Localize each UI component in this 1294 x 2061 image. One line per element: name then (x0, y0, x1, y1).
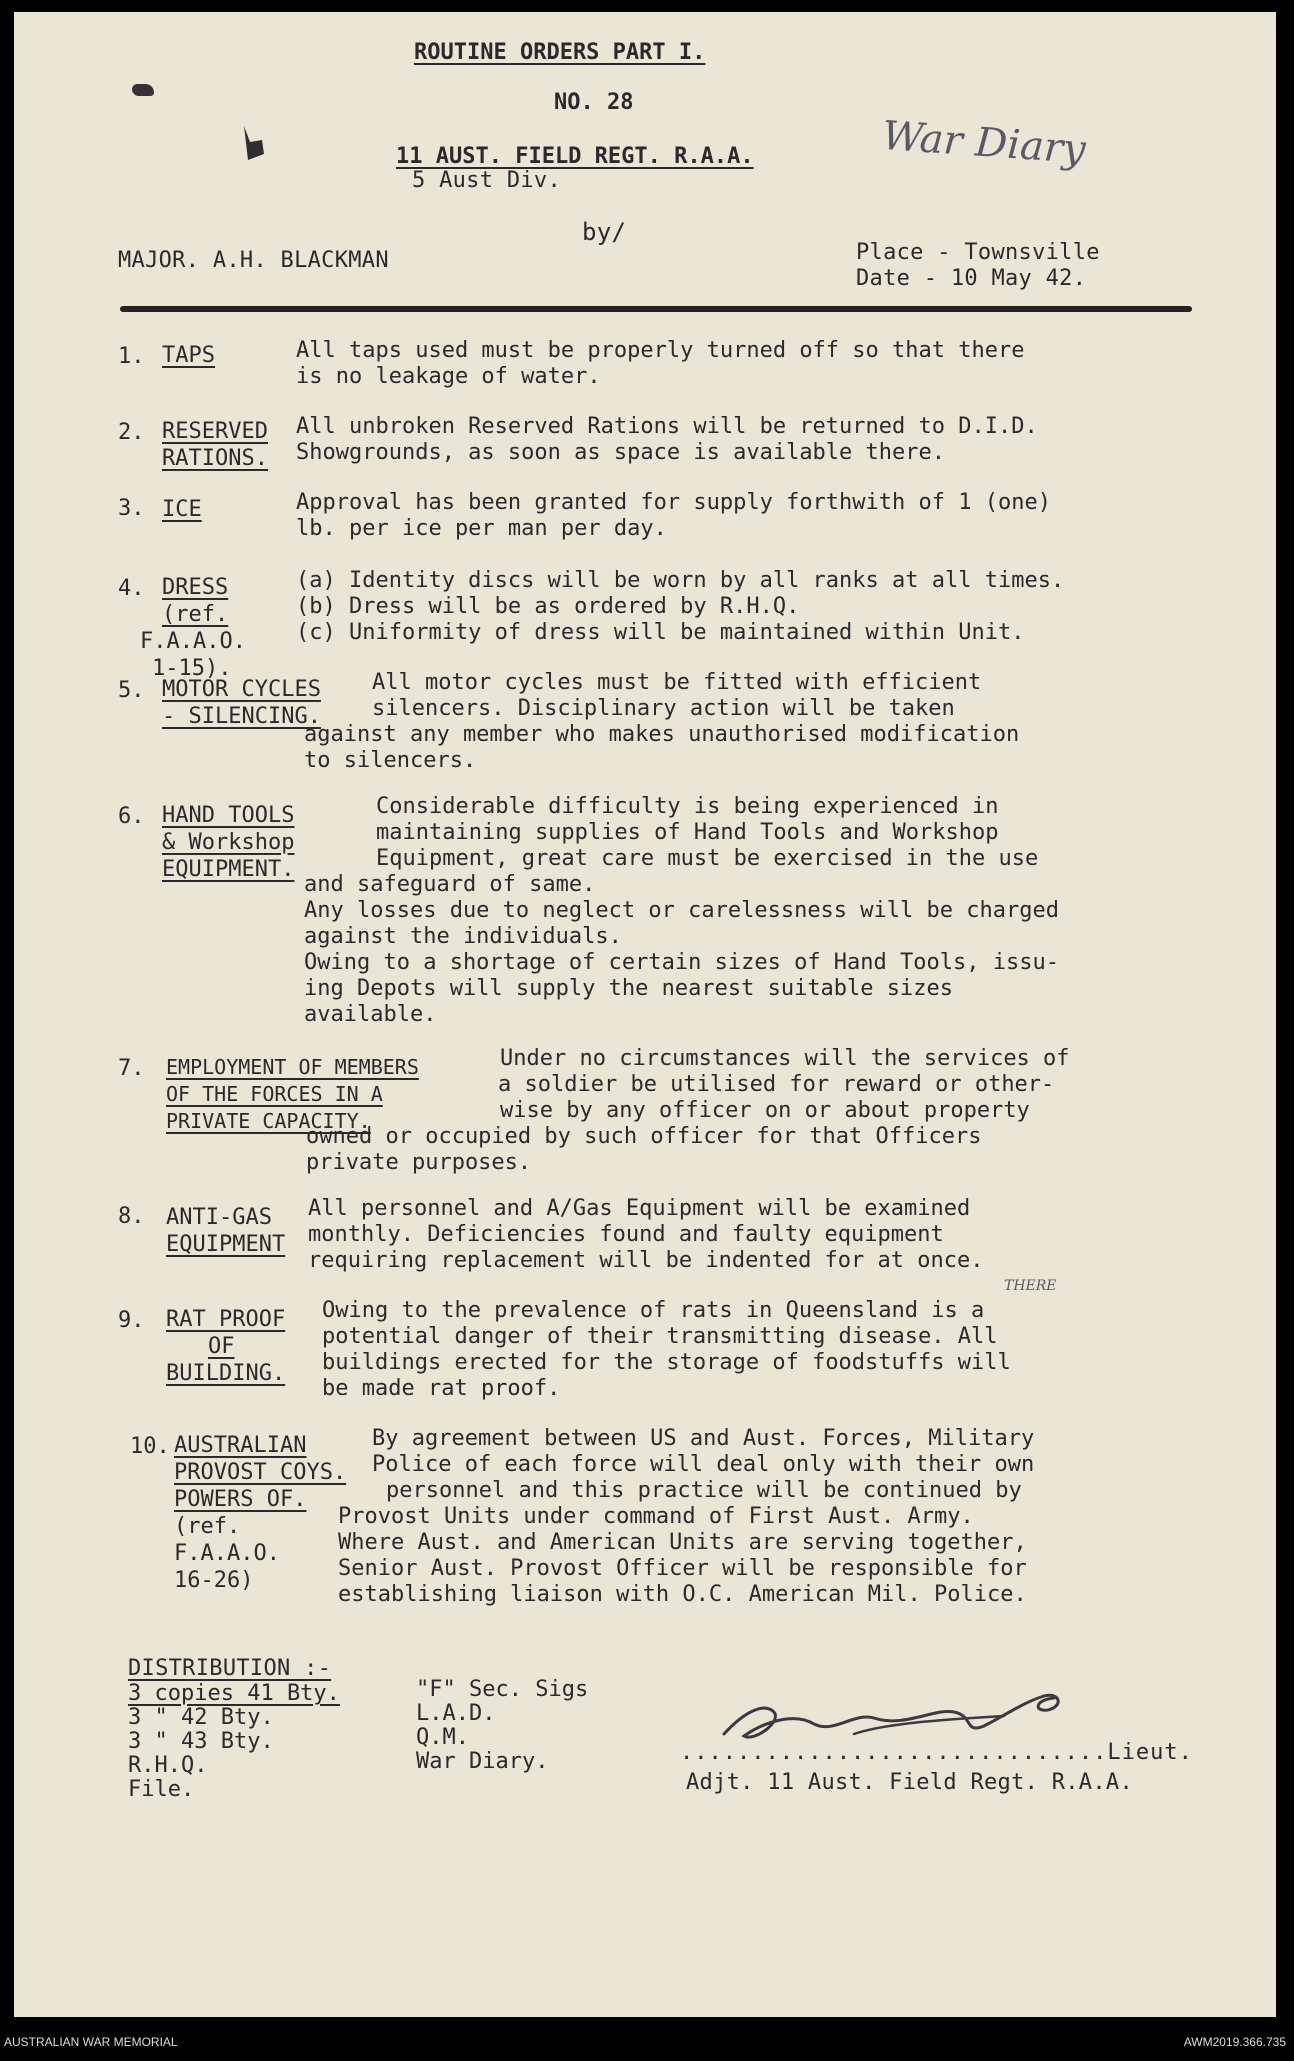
order-body-hand-tools: Considerable difficulty is being experienced in maintaining supplies of Hand Tools and Workshop Equipment, great care must be exercised in the use (376, 794, 1039, 871)
order-body-ice: Approval has been granted for supply forthwith of 1 (one) lb. per ice per man per day. (296, 490, 1051, 541)
order-heading-ice: ICE (162, 497, 202, 522)
order-number-6: 6. (118, 804, 145, 829)
officer-name: MAJOR. A.H. BLACKMAN (118, 248, 389, 273)
order-heading-taps: TAPS (162, 343, 215, 368)
by-label: by/ (582, 218, 627, 246)
order-heading-australian-provost: AUSTRALIAN PROVOST COYS. POWERS OF. (ref. F.A.A.O. 16-26) (174, 1433, 347, 1593)
distribution-list-right: "F" Sec. Sigs L.A.D. Q.M. War Diary. (416, 1677, 589, 1774)
order-heading-employment: EMPLOYMENT OF MEMBERS OF THE FORCES IN A PRIVATE CAPACITY. (166, 1055, 419, 1133)
signatory-title: Adjt. 11 Aust. Field Regt. R.A.A. (686, 1770, 1133, 1795)
order-heading-hand-tools: HAND TOOLS & Workshop EQUIPMENT. (162, 803, 295, 882)
footer-right: AWM2019.366.735 (1183, 2035, 1286, 2049)
unit-name: 11 AUST. FIELD REGT. R.A.A. (396, 144, 754, 169)
order-heading-dress: DRESS (ref. F.A.A.O. 1-15). (140, 575, 246, 681)
order-body-dress: (a) Identity discs will be worn by all ranks at all times. (b) Dress will be as ordered by R.H.Q. (c) Uniformity of dress will be maintained within Unit. (296, 568, 1065, 645)
order-number-9: 9. (118, 1308, 145, 1333)
date: Date - 10 May 42. (856, 266, 1087, 291)
order-body-anti-gas: All personnel and A/Gas Equipment will be examined monthly. Deficiencies found and faulty equipment requiring replacement will be indented for at once. (308, 1196, 984, 1273)
order-number: NO. 28 (554, 90, 634, 115)
order-heading-reserved-rations: RESERVED RATIONS. (162, 419, 268, 471)
signature-line: ..............................Lieut. (680, 1740, 1193, 1765)
order-number-5: 5. (118, 678, 145, 703)
distribution-list-left: 3 copies 41 Bty. 3 " 42 Bty. 3 " 43 Bty. R.H.Q. File. (128, 1681, 340, 1802)
division: 5 Aust Div. (412, 168, 561, 193)
order-body-employment-cont: owned or occupied by such officer for that Officers private purposes. (306, 1124, 982, 1175)
order-number-1: 1. (118, 344, 145, 369)
header-rule (120, 306, 1192, 312)
order-number-7: 7. (118, 1056, 145, 1081)
punch-mark-icon (240, 124, 266, 164)
order-body-taps: All taps used must be properly turned off so that there is no leakage of water. (296, 338, 1025, 389)
order-body-rat-proof: Owing to the prevalence of rats in Queensland is a potential danger of their transmitting disease. All buildings erected for the storage of foodstuffs will be made rat proof. (322, 1298, 1011, 1401)
order-number-2: 2. (118, 420, 145, 445)
order-body-motor-cycles-cont: against any member who makes unauthorised modification to silencers. (304, 722, 1020, 773)
footer-left: AUSTRALIAN WAR MEMORIAL (4, 2035, 178, 2049)
handwritten-insert: THERE (1004, 1278, 1057, 1294)
order-number-8: 8. (118, 1204, 145, 1229)
order-heading-motor-cycles: MOTOR CYCLES - SILENCING. (162, 677, 321, 729)
order-body-hand-tools-cont: and safeguard of same. Any losses due to neglect or carelessness will be charged against the individuals. Owing to a shortage of certain sizes of Hand Tools, issu- ing Depots will supply the nearest suitable sizes available. (304, 872, 1059, 1027)
order-body-reserved-rations: All unbroken Reserved Rations will be returned to D.I.D. Showgrounds, as soon as space is available there. (296, 414, 1038, 465)
order-body-motor-cycles: All motor cycles must be fitted with efficient silencers. Disciplinary action will be taken (372, 670, 982, 721)
document-page (14, 12, 1276, 2017)
document-title: ROUTINE ORDERS PART I. (414, 40, 706, 65)
order-heading-rat-proof: RAT PROOF OF BUILDING. (166, 1307, 286, 1386)
punch-mark-icon (132, 84, 154, 96)
order-number-4: 4. (118, 576, 145, 601)
order-body-employment: Under no circumstances will the services of a soldier be utilised for reward or other- wise by any officer on or about property (498, 1046, 1070, 1123)
war-diary-annotation: War Diary (880, 112, 1088, 174)
place: Place - Townsville (856, 240, 1100, 265)
order-body-australian-provost: By agreement between US and Aust. Forces, Military Police of each force will deal only with their own personnel and this practice will be continued by Provost Units under command of First Aust. Army. Where Aust. and American Units are serving together, Senior Aust. Provost Officer will be responsible for establishing liaison with O.C. American Mil. Police. (338, 1426, 1035, 1607)
order-number-10: 10. (130, 1434, 170, 1459)
distribution-title: DISTRIBUTION :- (128, 1656, 332, 1681)
order-heading-anti-gas: ANTI-GAS EQUIPMENT (166, 1205, 286, 1257)
order-number-3: 3. (118, 496, 145, 521)
